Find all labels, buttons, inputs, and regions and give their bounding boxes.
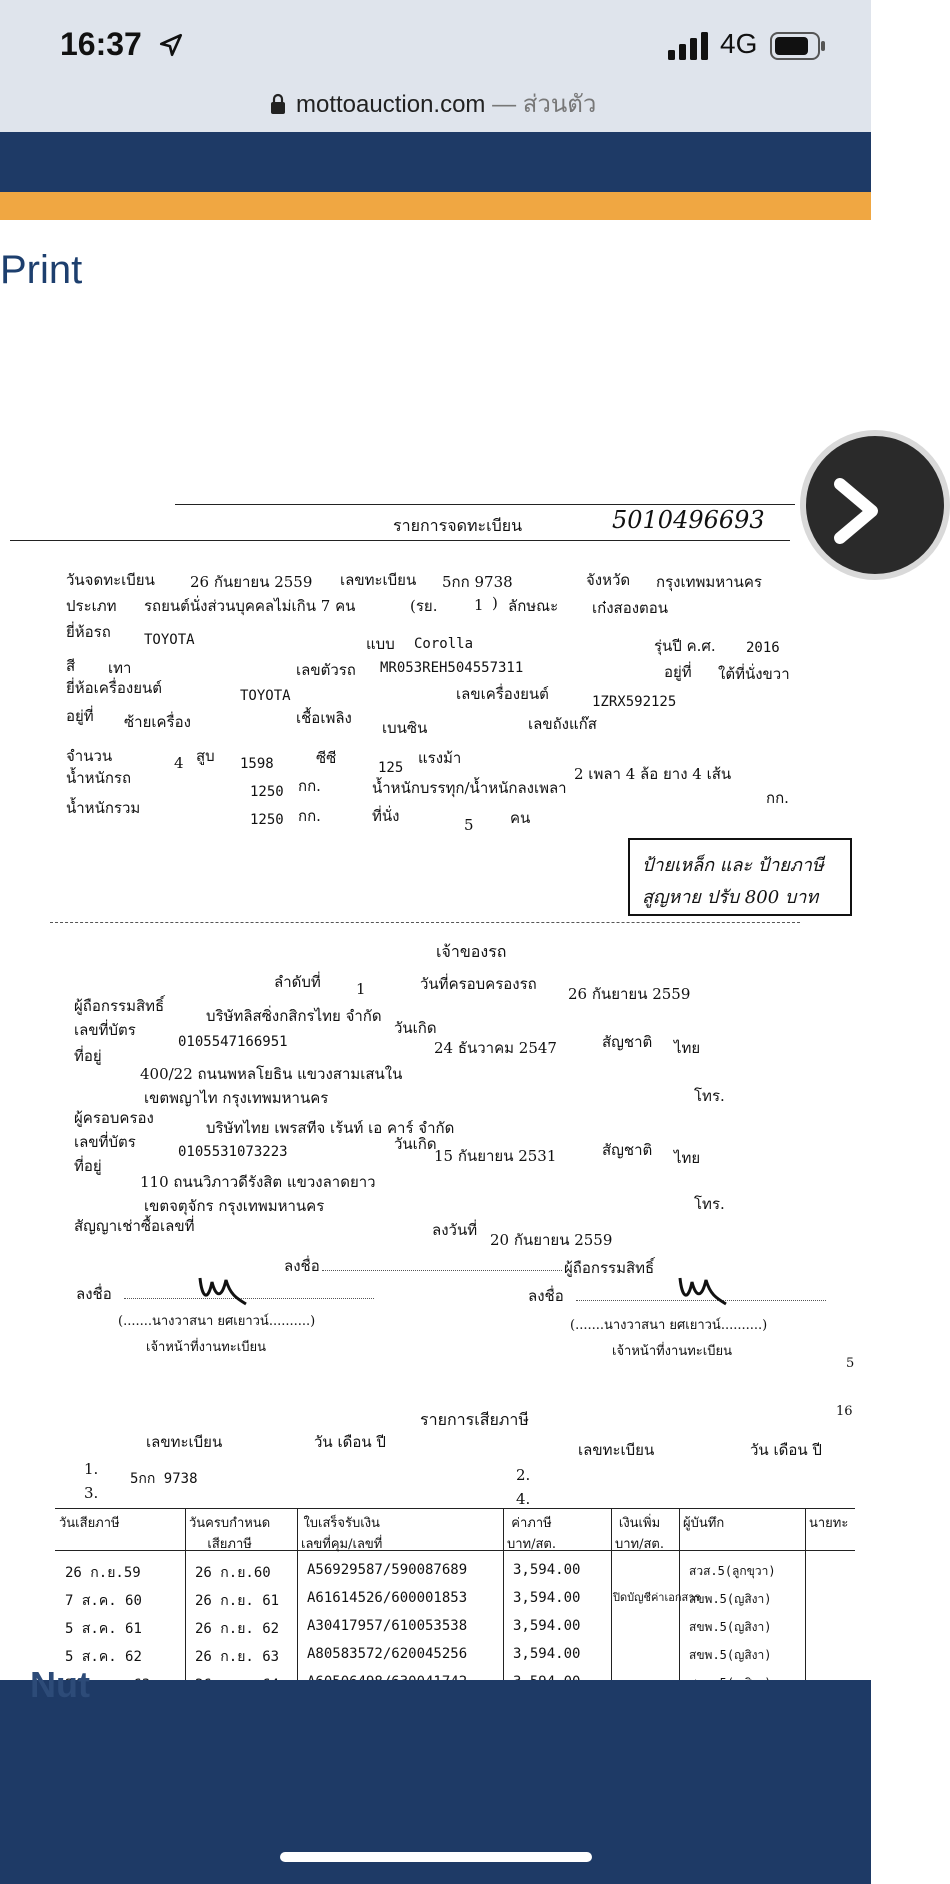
id2-label: เลขที่บัตร xyxy=(74,1133,136,1151)
private-mode-label: — ส่วนตัว xyxy=(492,91,597,118)
plate-label: เลขทะเบียน xyxy=(340,571,417,589)
stamp-line2: สูญหาย ปรับ 800 บาท xyxy=(642,887,819,908)
holder-tel: โทร. xyxy=(694,1195,725,1213)
tax-cell: สวส.5(ลูกขุวา) xyxy=(689,1564,776,1578)
network-type: 4G xyxy=(720,28,758,59)
list-1: 1. xyxy=(84,1460,99,1478)
weight: 1250 xyxy=(250,784,284,800)
owner-id: 0105547166951 xyxy=(178,1034,288,1050)
hp-unit: แรงม้า xyxy=(418,749,462,767)
fuel: เบนซิน xyxy=(382,719,428,737)
signal-icon xyxy=(668,32,710,60)
tax-cell: สขพ.5(ญสิงา) xyxy=(689,1592,772,1606)
document-viewer xyxy=(0,220,871,1680)
tax-header-5: ผู้บันทึก xyxy=(683,1516,725,1531)
list-3: 3. xyxy=(84,1484,99,1502)
reg-date-label: วันจดทะเบียน xyxy=(66,571,155,589)
tax-cell: 3,594.00 xyxy=(513,1590,581,1606)
home-indicator[interactable] xyxy=(280,1852,592,1862)
tax-plate-label-2: เลขทะเบียน xyxy=(578,1441,655,1459)
owner-birthdate: 24 ธันวาคม 2547 xyxy=(434,1039,557,1057)
birth2-label: วันเกิด xyxy=(394,1135,437,1153)
birth1-label: วันเกิด xyxy=(394,1019,437,1037)
sign-date-label: ลงวันที่ xyxy=(432,1221,478,1239)
section-owner: เจ้าของรถ xyxy=(436,942,507,961)
tax-cell: A61614526/600001853 xyxy=(307,1590,468,1606)
list-2: 2. xyxy=(516,1466,531,1484)
addr1-label: ที่อยู่ xyxy=(74,1047,102,1065)
officer-signature-left xyxy=(196,1268,256,1308)
owner-address-2: เขตพญาไท กรุงเทพมหานคร xyxy=(144,1089,329,1107)
gas-label: เลขถังแก๊ส xyxy=(528,715,597,733)
seats: 5 xyxy=(464,816,474,834)
lock-icon xyxy=(270,93,286,115)
location2: ซ้ายเครื่อง xyxy=(124,713,191,731)
print-label[interactable]: Print xyxy=(0,248,83,292)
possession-date: 26 กันยายน 2559 xyxy=(568,985,691,1003)
tax-header-1: วันครบกำหนด เสียภาษี xyxy=(189,1516,271,1552)
year: 2016 xyxy=(746,640,780,656)
tax-header-3: ค่าภาษี บาท/สต. xyxy=(507,1516,557,1552)
tax-cell: A30417957/610053538 xyxy=(307,1618,468,1634)
load-unit: กก. xyxy=(766,789,789,807)
list-1-plate: 5กก 9738 xyxy=(130,1471,198,1487)
weight-label: น้ำหนักรถ xyxy=(66,769,132,787)
total-weight-unit: กก. xyxy=(298,807,321,825)
seats-unit: คน xyxy=(510,809,531,827)
tax-cell: 26 ก.ย. 62 xyxy=(195,1621,280,1637)
officer-role-left: เจ้าหน้าที่งานทะเบียน xyxy=(146,1340,266,1355)
engine-cc: 1598 xyxy=(240,756,274,772)
owner-name: บริษัทลิสซิ่งกสิกรไทย จำกัด xyxy=(206,1007,382,1025)
id1-label: เลขที่บัตร xyxy=(74,1021,136,1039)
engine-brand: TOYOTA xyxy=(240,688,291,704)
owner-nationality: ไทย xyxy=(674,1039,701,1057)
tax-cell: 26 ก.ย. 63 xyxy=(195,1649,280,1665)
body-style: เก๋งสองตอน xyxy=(592,599,669,617)
count-label: จำนวน xyxy=(66,747,113,765)
holder-nationality: ไทย xyxy=(674,1149,701,1167)
officer-name-right: (.......นางวาสนา ยศเยาวน์..........) xyxy=(570,1318,768,1333)
margin-note: 5 xyxy=(846,1356,855,1371)
chevron-right-icon xyxy=(828,476,888,546)
tax-cell: 26 ก.ย. 61 xyxy=(195,1593,280,1609)
addr2-label: ที่อยู่ xyxy=(74,1157,102,1175)
tax-cell: สขพ.5(ญสิงา) xyxy=(689,1620,772,1634)
location1-label: อยู่ที่ xyxy=(664,663,692,681)
seats-label: ที่นั่ง xyxy=(372,807,400,825)
tax-header-2: ใบเสร็จรับเงิน เลขที่คุม/เลขที่ xyxy=(301,1516,383,1552)
color: เทา xyxy=(108,659,132,677)
tax-cell: 26 ก.ย.60 xyxy=(195,1565,271,1581)
rys-close: ) xyxy=(492,594,498,612)
doc-number: 5010496693 xyxy=(612,506,765,534)
url-domain: mottoauction.com xyxy=(296,91,486,118)
tax-date-label-2: วัน เดือน ปี xyxy=(750,1441,822,1459)
year-label: รุ่นปี ค.ศ. xyxy=(654,637,716,655)
tax-cell: 26 ก.ย.59 xyxy=(65,1565,141,1581)
owner-sign-caption: ผู้ถือกรรมสิทธิ์ xyxy=(564,1259,655,1277)
footer-partial-text: Nut xyxy=(30,1664,90,1705)
model: Corolla xyxy=(414,636,474,652)
next-page-button[interactable] xyxy=(800,430,950,580)
nat2-label: สัญชาติ xyxy=(602,1141,653,1159)
tax-cell: 5 ส.ค. 61 xyxy=(65,1621,142,1637)
owner-tel: โทร. xyxy=(694,1087,725,1105)
possession-label: วันที่ครอบครองรถ xyxy=(420,975,537,993)
style-label: ลักษณะ xyxy=(508,597,559,615)
holder-name: บริษัทไทย เพรสทีจ เร้นท์ เอ คาร์ จำกัด xyxy=(206,1119,455,1137)
location-arrow-icon xyxy=(158,32,184,58)
site-footer xyxy=(0,1664,871,1884)
sign-label-left: ลงชื่อ xyxy=(76,1285,112,1303)
owner-address-1: 400/22 ถนนพหลโยธิน แขวงสามเสนใน xyxy=(140,1065,403,1083)
tax-cell: 3,594.00 xyxy=(513,1618,581,1634)
chassis-label: เลขตัวรถ xyxy=(296,661,356,679)
order-label: ลำดับที่ xyxy=(274,973,321,991)
holder-address-1: 110 ถนนวิภาวดีรังสิต แขวงลาดยาว xyxy=(140,1173,376,1191)
tax-cell: 3,594.00 xyxy=(513,1562,581,1578)
tax-cell: 7 ส.ค. 60 xyxy=(65,1593,142,1609)
model-label: แบบ xyxy=(366,635,395,653)
site-header xyxy=(0,132,871,192)
rys-label: (รย. xyxy=(410,597,438,615)
nat1-label: สัญชาติ xyxy=(602,1033,653,1051)
officer-signature-right xyxy=(676,1268,736,1308)
reg-date: 26 กันยายน 2559 xyxy=(190,573,313,591)
horsepower: 125 xyxy=(378,760,404,776)
tax-cell: 3,594.00 xyxy=(513,1646,581,1662)
sign-label-right: ลงชื่อ xyxy=(528,1287,564,1305)
tax-header-6: นายทะ xyxy=(809,1516,849,1531)
holder-id: 0105531073223 xyxy=(178,1144,288,1160)
holder-address-2: เขตจตุจักร กรุงเทพมหานคร xyxy=(144,1197,325,1215)
scanned-registration-document xyxy=(0,470,871,1780)
accent-stripe xyxy=(0,192,871,220)
type-label: ประเภท xyxy=(66,597,117,615)
tax-header-0: วันเสียภาษี xyxy=(59,1516,120,1531)
tax-date-label: วัน เดือน ปี xyxy=(314,1433,386,1451)
lost-plate-stamp xyxy=(628,838,852,916)
order: 1 xyxy=(356,980,366,998)
owner-label: ผู้ถือกรรมสิทธิ์ xyxy=(74,997,165,1015)
tax-plate-label: เลขทะเบียน xyxy=(146,1433,223,1451)
sign-date: 20 กันยายน 2559 xyxy=(490,1231,613,1249)
list-4: 4. xyxy=(516,1490,531,1508)
engine-number: 1ZRX592125 xyxy=(592,694,677,710)
cc-unit: ซีซี xyxy=(316,749,337,767)
tax-cell: 5 ส.ค. 62 xyxy=(65,1649,142,1665)
cylinders: 4 xyxy=(174,754,184,772)
tax-note: ปิดบัญชีค่าเอกสาร xyxy=(613,1591,701,1604)
plate: 5กก 9738 xyxy=(442,573,513,591)
tax-cell: A80583572/620045256 xyxy=(307,1646,468,1662)
sign-label-center: ลงชื่อ xyxy=(284,1257,320,1275)
officer-role-right: เจ้าหน้าที่งานทะเบียน xyxy=(612,1344,732,1359)
lease-label: สัญญาเช่าซื้อเลขที่ xyxy=(74,1217,195,1235)
engine-no-label: เลขเครื่องยนต์ xyxy=(456,685,549,703)
province: กรุงเทพมหานคร xyxy=(656,573,762,591)
engine-brand-label: ยี่ห้อเครื่องยนต์ xyxy=(66,679,163,697)
stamp-line1: ป้ายเหล็ก และ ป้ายภาษี xyxy=(642,855,824,876)
address-bar[interactable] xyxy=(270,84,596,123)
location1: ใต้ที่นั่งขวา xyxy=(718,665,790,683)
tax-cell: A56929587/590087689 xyxy=(307,1562,468,1578)
total-weight: 1250 xyxy=(250,812,284,828)
load-label: น้ำหนักบรรทุก/น้ำหนักลงเพลา xyxy=(372,779,567,797)
brand-label: ยี่ห้อรถ xyxy=(66,623,111,641)
officer-name-right-text: นางวาสนา ยศเยาวน์ xyxy=(604,1318,721,1333)
page-number: 16 xyxy=(836,1404,853,1419)
officer-name-left: (.......นางวาสนา ยศเยาวน์..........) xyxy=(118,1314,316,1329)
brand: TOYOTA xyxy=(144,632,195,648)
officer-name-left-text: นางวาสนา ยศเยาวน์ xyxy=(152,1314,269,1329)
weight-unit: กก. xyxy=(298,777,321,795)
total-weight-label: น้ำหนักรวม xyxy=(66,799,141,817)
color-label: สี xyxy=(66,657,76,675)
tax-header-4: เงินเพิ่ม บาท/สต. xyxy=(615,1516,665,1552)
axle-wheels: 2 เพลา 4 ล้อ ยาง 4 เส้น xyxy=(574,765,732,783)
chassis-number: MR053REH504557311 xyxy=(380,660,524,676)
province-label: จังหวัด xyxy=(586,571,631,589)
tax-cell: สขพ.5(ญสิงา) xyxy=(689,1648,772,1662)
cyl-unit: สูบ xyxy=(196,747,215,765)
location2-label: อยู่ที่ xyxy=(66,707,94,725)
section-tax: รายการเสียภาษี xyxy=(420,1410,529,1429)
clock: 16:37 xyxy=(60,26,142,62)
holder-birthdate: 15 กันยายน 2531 xyxy=(434,1147,557,1165)
fuel-label: เชื้อเพลิง xyxy=(296,709,352,727)
battery-icon xyxy=(770,32,826,60)
section-registration: รายการจดทะเบียน xyxy=(393,516,523,535)
holder-label: ผู้ครอบครอง xyxy=(74,1109,154,1127)
rys-value: 1 xyxy=(474,596,484,614)
status-bar xyxy=(0,0,871,132)
vehicle-type: รถยนต์นั่งส่วนบุคคลไม่เกิน 7 คน xyxy=(144,597,356,615)
